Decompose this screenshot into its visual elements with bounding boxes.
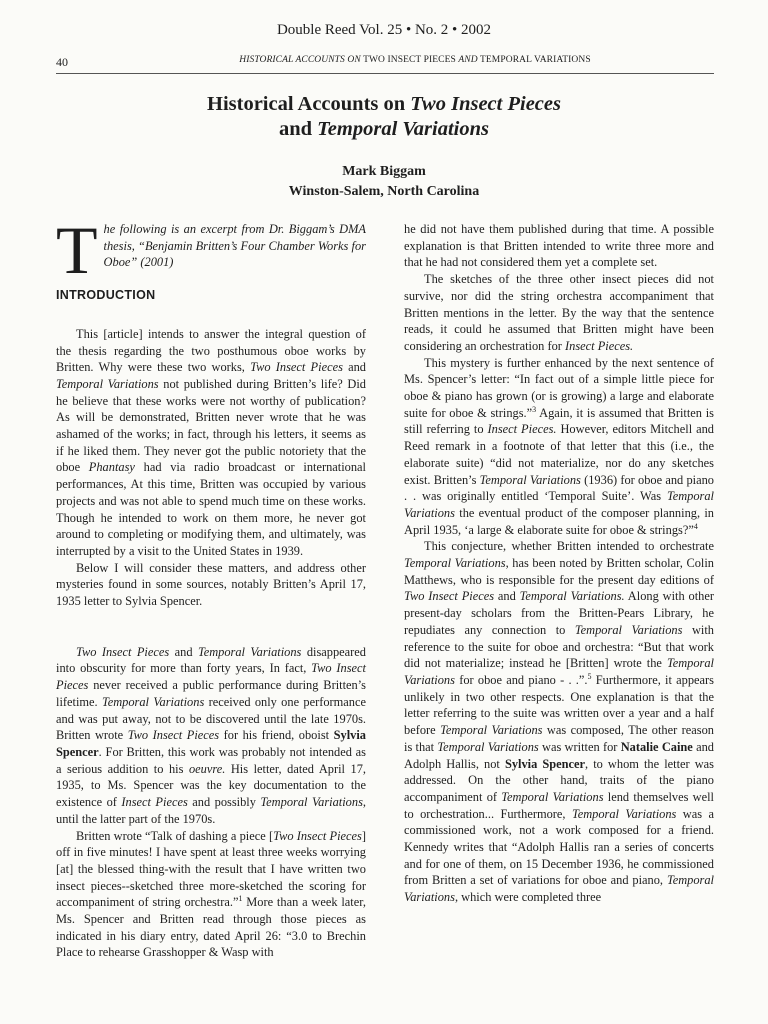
text-run: Temporal Variations [404, 656, 714, 687]
text-run: lend themselves well to orchestration... Furthermore, [404, 789, 714, 821]
paragraph-gap [56, 610, 366, 644]
text-run: was composed, The other reason is that [404, 723, 714, 754]
text-run: Two Insect Pieces [404, 589, 495, 604]
title-text: and [278, 118, 318, 140]
running-title [150, 55, 680, 65]
author-name: Mark Biggam [342, 164, 426, 179]
title-line-2 [0, 117, 768, 142]
text-run: Below I will consider these matters, and address other mysteries found in some sources, notably Britten’s April 17, 1935 letter to Sylvia Spencer. [56, 560, 366, 609]
text-run: , which were completed three [454, 890, 602, 905]
text-run: Sylvia Spencer [56, 728, 366, 759]
text-run: Furthermore, it appears unlikely in two other respects. One explanation is that the letter referring to the suite was written over a year and a half before [404, 672, 714, 738]
text-run: Two Insect Pieces [76, 644, 170, 659]
running-title-part: TWO INSECT PIECES [360, 55, 459, 65]
text-run: he did not have them published during that time. A possible explanation is that Britten intended to write three more and that he had not considered them yet a complete set. [404, 222, 714, 270]
header-rule [56, 73, 714, 74]
title-text: Temporal Variations [317, 118, 489, 140]
author-location: Winston-Salem, North Carolina [288, 184, 480, 199]
text-run: Temporal Variations [260, 795, 363, 810]
text-run: Temporal Variations [440, 723, 543, 738]
text-run: was a commissioned work, not a work composed for a friend. Kennedy writes that “Adolph Hallis ran a series of concerts and for one of them, on 15 December 1936, he commissioned from Britten a set of variations for oboe and piano, [404, 806, 714, 888]
text-run: , until the latter part of the 1970s. [56, 795, 367, 826]
section-heading: INTRODUCTION [56, 288, 156, 303]
text-run: , has been noted by Britten scholar, Colin Matthews, who is responsible for the present day editions of [404, 556, 714, 587]
intro-note [56, 212, 366, 288]
text-run: received only one performance and was put away, not to be discovered until the late 1970s. Britten wrote [56, 694, 366, 743]
paragraph [56, 828, 366, 962]
footnote-ref: 3 [532, 404, 537, 414]
journal-header: Double Reed Vol. 25 • No. 2 • 2002 [276, 22, 492, 38]
text-run: Temporal Variations [574, 622, 683, 637]
text-run: Two Insect Pieces [273, 828, 362, 843]
author-block [0, 162, 768, 202]
title-text: Two Insect Pieces [410, 93, 561, 115]
title-line-1 [0, 92, 768, 117]
text-run: However, editors Mitchell and Reed remark in a footnote of that letter that this (i.e., the elaborate suite) “did not materialize, nor do any sketches exist. Britten’s [404, 422, 714, 487]
drop-cap: T [56, 212, 98, 288]
text-run: for oboe and piano - . .”. [454, 672, 588, 687]
title-text: Historical Accounts on [207, 93, 411, 115]
running-title-part: AND [458, 55, 478, 65]
text-run: the eventual product of the composer planning, in April 1935, ‘a large & elaborate suite for oboe & strings?” [404, 505, 714, 537]
text-run: More than a week later, Ms. Spencer and Britten read through those pieces as indicated in his diary entry, dated April 26: “3.0 to Brechin Place to rehearse Grasshopper & Wasp with [56, 895, 366, 960]
text-run: and [494, 589, 520, 604]
paragraph [404, 538, 714, 905]
text-run: was written for [538, 739, 621, 754]
text-run: Along with other present-day scholars from the Britten-Pears Library, he repudiates any connection to [404, 589, 714, 637]
text-run: and Adolph Hallis, not [404, 739, 714, 771]
paragraph [56, 326, 366, 560]
text-run: Insect Pieces. [565, 338, 634, 353]
text-run: ] off in five minutes! I have spent at least three weeks worrying [at] the blessed thing-with the result that I have written two insect pieces--sketched three more-sketched the scoring for accompaniment of string orchestra.” [56, 828, 367, 910]
text-run: Temporal Variations [501, 789, 604, 804]
text-run: never received a public performance during Britten’s lifetime. [56, 678, 366, 709]
text-run: and [342, 360, 366, 375]
paragraph [56, 560, 366, 610]
paragraph [56, 644, 366, 828]
text-run: This mystery is further enhanced by the next sentence of Ms. Spencer’s letter: “In fact out of a simple little piece for oboe & piano has grown (or is growing) a large and elaborate suite for oboe & strings.” [404, 355, 714, 420]
text-run: Temporal Variations [56, 376, 159, 391]
text-run: Temporal Variations [404, 556, 506, 571]
article-title [0, 92, 768, 142]
text-run: . For Britten, this work was probably not intended as a serious addition to his [56, 744, 366, 776]
text-run: Temporal Variations [404, 489, 714, 520]
text-run: and possibly [187, 795, 261, 810]
text-run: had via radio broadcast or international performances, At this time, Britten was occupied by various projects and was not able to spend much time on these works. Though he intended to work on them more, he never got around to completing or modifying them, and ultimately, was interrupted by a visit to the United States in 1939. [56, 460, 366, 558]
text-run: Insect Pieces [121, 795, 188, 810]
paragraph [404, 355, 714, 539]
text-run: Phantasy [88, 460, 135, 475]
text-run: This conjecture, whether Britten intended to orchestrate [424, 539, 714, 554]
text-run: , to whom the letter was addressed. On the other hand, traits of the piano accompaniment of [404, 756, 714, 804]
text-run: not published during Britten’s life? Did he believe that these works were not worthy of publication? As will be demonstrated, Britten never wrote that he was ashamed of the works; in fact, through his letters, it seems as if he liked them. They never got the public notoriety that the oboe [56, 376, 366, 475]
text-run: Temporal Variations [197, 644, 302, 659]
text-run: His letter, dated April 17, 1935, to Ms. Spencer was the key documentation to the existence of [56, 761, 367, 810]
running-title-part: TEMPORAL VARIATIONS [477, 55, 591, 65]
paragraph [404, 221, 714, 271]
text-run: Two Insect Pieces [250, 360, 343, 375]
text-run: disappeared into obscurity for more than forty years, In fact, [56, 644, 366, 676]
running-title-part: HISTORICAL ACCOUNTS ON [239, 55, 361, 65]
paragraph [404, 271, 714, 355]
text-run: Britten wrote “Talk of dashing a piece [ [76, 828, 274, 843]
text-run: Temporal Variations [101, 694, 205, 709]
text-run: The sketches of the three other insect pieces did not survive, nor did the string orchestra accompaniment that Britten mentions in the letter. By the way that the sentence reads, it could he assumed that Britten might have been considering an orchestration for [404, 272, 714, 353]
text-run: for his friend, oboist [219, 728, 334, 743]
footnote-ref: 4 [693, 521, 698, 531]
text-run: Temporal Variations [404, 873, 714, 905]
text-run: Sylvia Spencer [504, 756, 586, 771]
text-run: (1936) for oboe and piano . . was originally entitled ‘Temporal Suite’. Was [404, 472, 714, 504]
text-run: This [article] intends to answer the integral question of the thesis regarding the two posthumous oboe works by Britten. Why were these two works, [56, 326, 366, 375]
text-run: Two Insect Pieces [127, 728, 220, 743]
text-run: with reference to the suite for oboe and orchestra: “But that work did not materialize; instead he [Britten] wrote the [404, 622, 714, 671]
text-run: Temporal Variations [437, 739, 539, 754]
text-run: Insect Pieces. [487, 422, 557, 437]
page-number: 40 [56, 55, 68, 69]
intro-text: he following is an excerpt from Dr. Biggam’s DMA thesis, “Benjamin Britten’s Four Chamber Works for Oboe” (2001) [103, 222, 366, 270]
text-run: and [169, 644, 198, 659]
footnote-ref: 1 [238, 894, 243, 904]
footnote-ref: 5 [587, 671, 592, 681]
text-run: oeuvre. [188, 761, 226, 776]
text-run: Temporal Variations. [519, 589, 625, 604]
text-run: Again, it is assumed that Britten is still referring to [404, 405, 714, 437]
text-run: Natalie Caine [620, 739, 693, 754]
left-column [56, 212, 367, 961]
text-run: Two Insect Pieces [56, 661, 366, 693]
right-column [404, 221, 714, 906]
text-run: Temporal Variations [479, 472, 581, 487]
text-run: Temporal Variations [571, 806, 677, 821]
